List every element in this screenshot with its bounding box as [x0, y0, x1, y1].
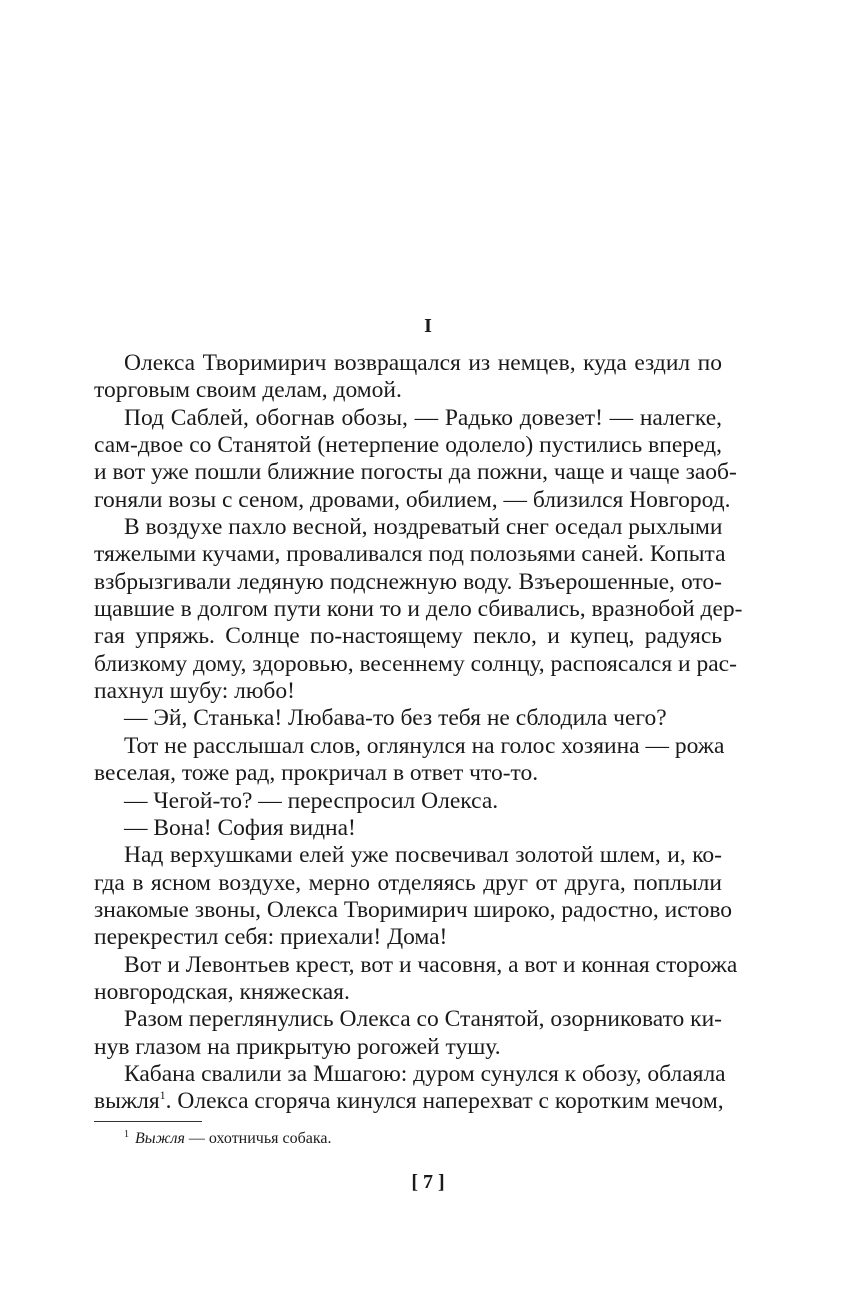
text-line: — Вона! София видна!	[124, 814, 356, 841]
text-line: взбрызгивали ледяную подснежную воду. Взъерошенные, ото-	[94, 568, 722, 595]
footnote	[124, 1128, 724, 1150]
text-line: веселая, тоже рад, прокричал в ответ что-то.	[94, 760, 539, 787]
chapter-numeral: I	[424, 315, 432, 337]
text-line: щавшие в долгом пути кони то и дело сбивались, вразнобой дер-	[94, 596, 743, 623]
text-line: Над верхушками елей уже посвечивал золотой шлем, и, ко-	[124, 842, 722, 869]
text-line: гоняли возы с сеном, дровами, обилием, — близился Новгород.	[94, 486, 731, 513]
text-line: близкому дому, здоровью, весеннему солнцу, распоясался и рас-	[94, 650, 737, 677]
text-line: сам-двое со Станятой (нетерпение одолело) пустились вперед,	[94, 432, 722, 459]
text-line: гда в ясном воздухе, мерно отделяясь друг от друга, поплыли	[94, 869, 722, 896]
text-line: гая упряжь. Солнце по-настоящему пекло, и купец, радуясь	[94, 623, 722, 650]
text-line: знакомые звоны, Олекса Творимирич широко, радостно, истово	[94, 896, 733, 923]
text-line: — Чегой-то? — переспросил Олекса.	[124, 787, 499, 814]
text-line: Разом переглянулись Олекса со Станятой, озорниковато ки-	[124, 1006, 722, 1033]
text-line: новгородская, княжеская.	[94, 978, 350, 1005]
body-text	[94, 350, 743, 1116]
text-line: перекрестил себя: приехали! Дома!	[94, 924, 448, 951]
text-line: тяжелыми кучами, проваливался под полозьями саней. Копыта	[94, 541, 726, 568]
footnote-number: 1	[124, 1128, 129, 1140]
footnote-definition: — охотничья собака.	[184, 1130, 332, 1147]
text-line-last: выжля$^1$. Олекса сгоряча кинулся наперехват с коротким мечом,	[94, 1088, 724, 1115]
text-line: торговым своим делам, домой.	[94, 377, 402, 404]
footnote-term: Выжля	[135, 1130, 185, 1147]
text-line: нув глазом на прикрытую рогожей тушу.	[94, 1033, 501, 1060]
text-line: Вот и Левонтьев крест, вот и часовня, а вот и конная сторожа	[124, 951, 738, 978]
footnote-divider	[94, 1121, 202, 1122]
text-line: В воздухе пахло весной, ноздреватый снег оседал рыхлыми	[124, 514, 723, 541]
text-line: Под Саблей, обогнав обозы, — Радько довезет! — налегке,	[124, 404, 722, 431]
text-line: Кабана свалили за Мшагою: дуром сунулся к обозу, облаяла	[124, 1060, 726, 1087]
footnote-reference[interactable]: 1	[159, 1088, 166, 1103]
text-line: Олекса Творимирич возвращался из немцев, куда ездил по	[124, 350, 722, 376]
text-line: и вот уже пошли ближние погосты да пожни, чаще и чаще заоб-	[94, 459, 737, 486]
page-number: [ 7 ]	[411, 1171, 445, 1193]
text-line: — Эй, Станька! Любава-то без тебя не сблодила чего?	[124, 705, 667, 732]
text-line: Тот не расслышал слов, оглянулся на голос хозяина — рожа	[124, 732, 725, 759]
text-line: пахнул шубу: любо!	[94, 678, 295, 705]
